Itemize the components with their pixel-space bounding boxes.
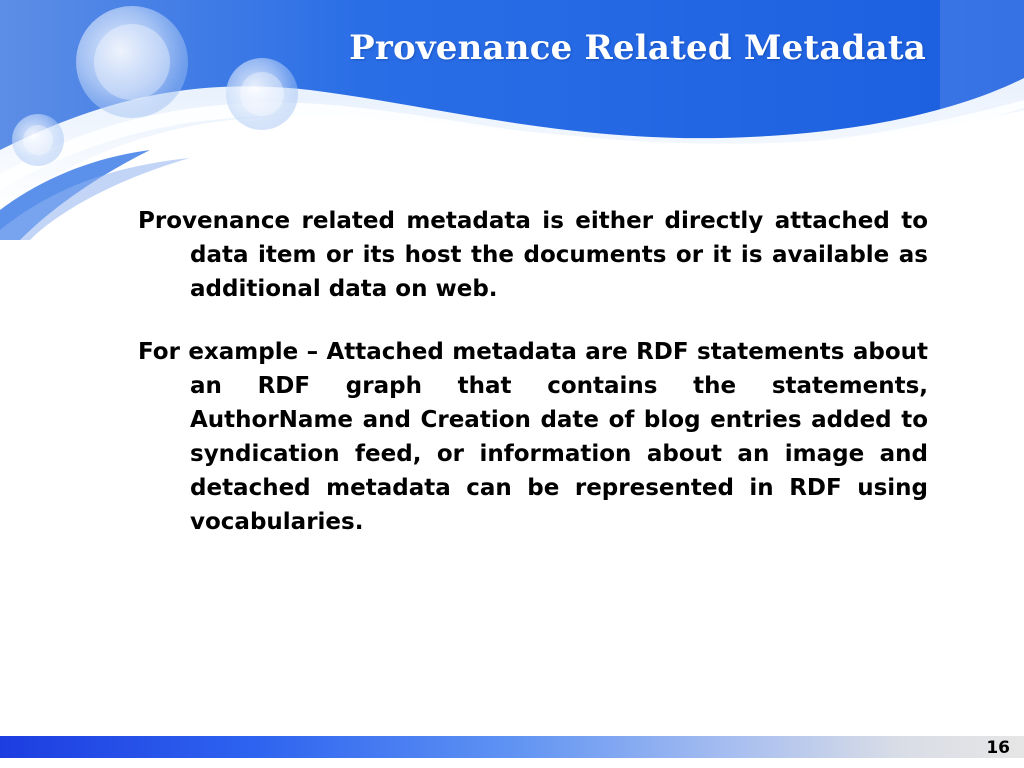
footer-bar: [0, 736, 1024, 758]
slide-body: [138, 204, 928, 568]
page-number: 16: [986, 738, 1010, 758]
paragraph-example: For example – Attached metadata are RDF statements about an RDF graph that contains the statements, AuthorName and Creation date of blog entries added to syndication feed, or information about an image and detached metadata can be represented in RDF using vocabularies.: [138, 339, 928, 535]
slide-title: Provenance Related Metadata: [349, 28, 926, 68]
paragraph-provenance-definition: Provenance related metadata is either directly attached to data item or its host the documents or it is available as additional data on web.: [138, 208, 928, 302]
